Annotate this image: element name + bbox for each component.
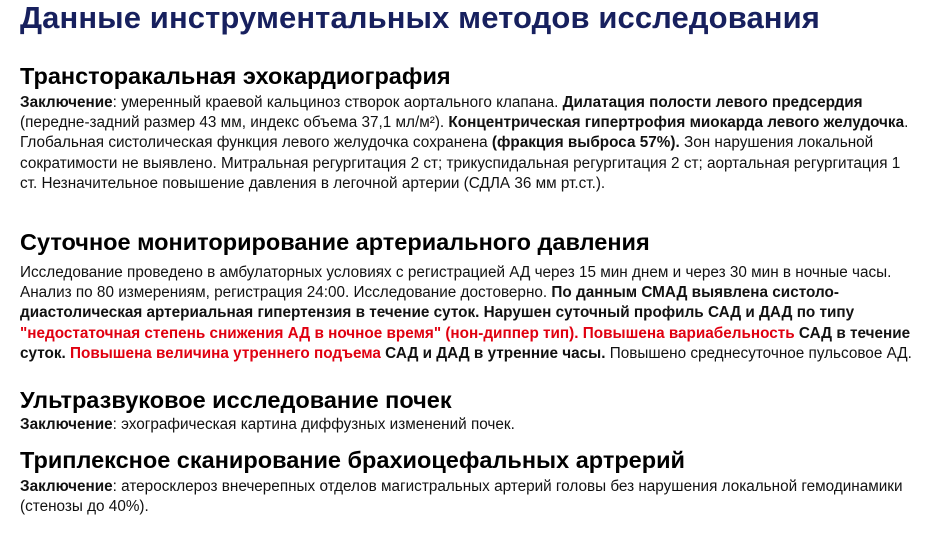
text-segment: : умеренный краевой кальциноз створок аортального клапана. — [112, 94, 563, 111]
text-segment: Зон нарушения локальной сократимости не выявлено. Митральная регургитация 2 ст; трикуспидальная регургитация 2 ст; аортальная регургитация 1 ст. Незначительное повышение давления в легочной артерии (СДЛА 36 мм рт.ст.). — [20, 134, 901, 192]
text-segment: Повышено среднесуточное пульсовое АД. — [605, 344, 912, 362]
text-segment: : эхографическая картина диффузных изменений почек. — [112, 416, 515, 433]
text-segment: САД в течение суток. — [20, 324, 911, 362]
section-body-triplex-scan — [20, 477, 920, 517]
section-heading-echocardiography: Трансторакальная эхокардиография — [20, 63, 451, 89]
text-segment: "недостаточная степень снижения АД в ночное время" — [20, 324, 442, 342]
text-segment: Дилатация полости левого предсердия — [562, 94, 863, 111]
text-segment: По данным СМАД выявлена систоло-диастолическая артериальная гипертензия в течение суток. Нарушен суточный профиль САД и ДАД по типу — [20, 284, 855, 322]
text-segment: (нон-диппер тип). Повышена вариабельность — [441, 324, 795, 342]
text-segment: (фракция выброса 57%). — [491, 134, 680, 152]
text-segment: Заключение — [20, 416, 113, 433]
text-segment: Исследование проведено в амбулаторных условиях с регистрацией АД через 15 мин днем и через 30 мин в ночные часы. Анализ по 80 измерениям, регистрация 24:00. Исследование достоверно. — [20, 264, 892, 302]
section-body-echocardiography — [20, 93, 920, 194]
section-heading-kidney-ultrasound: Ультразвуковое исследование почек — [20, 387, 452, 413]
text-segment: Повышена величина утреннего подъема — [70, 344, 381, 362]
text-segment: . Глобальная систолическая функция левого желудочка сохранена — [20, 114, 909, 152]
page-title: Данные инструментальных методов исследования — [20, 0, 820, 35]
text-segment: (передне-задний размер 43 мм, индекс объема 37,1 мл/м²). — [20, 114, 449, 132]
section-heading-triplex-scan: Триплексное сканирование брахиоцефальных артрерий — [20, 447, 685, 473]
section-body-bp-monitoring — [20, 263, 920, 364]
section-body-kidney-ultrasound — [20, 415, 920, 435]
text-segment: Концентрическая гипертрофия миокарда левого желудочка — [448, 114, 905, 132]
text-segment: Заключение — [20, 478, 113, 495]
text-segment: САД и ДАД в утренние часы. — [380, 344, 606, 362]
section-heading-bp-monitoring: Суточное мониторирование артериального давления — [20, 229, 650, 255]
text-segment: Заключение — [20, 94, 113, 111]
text-segment: : атеросклероз внечерепных отделов магистральных артерий головы без нарушения локальной гемодинамики (стенозы до 40%). — [20, 478, 903, 516]
